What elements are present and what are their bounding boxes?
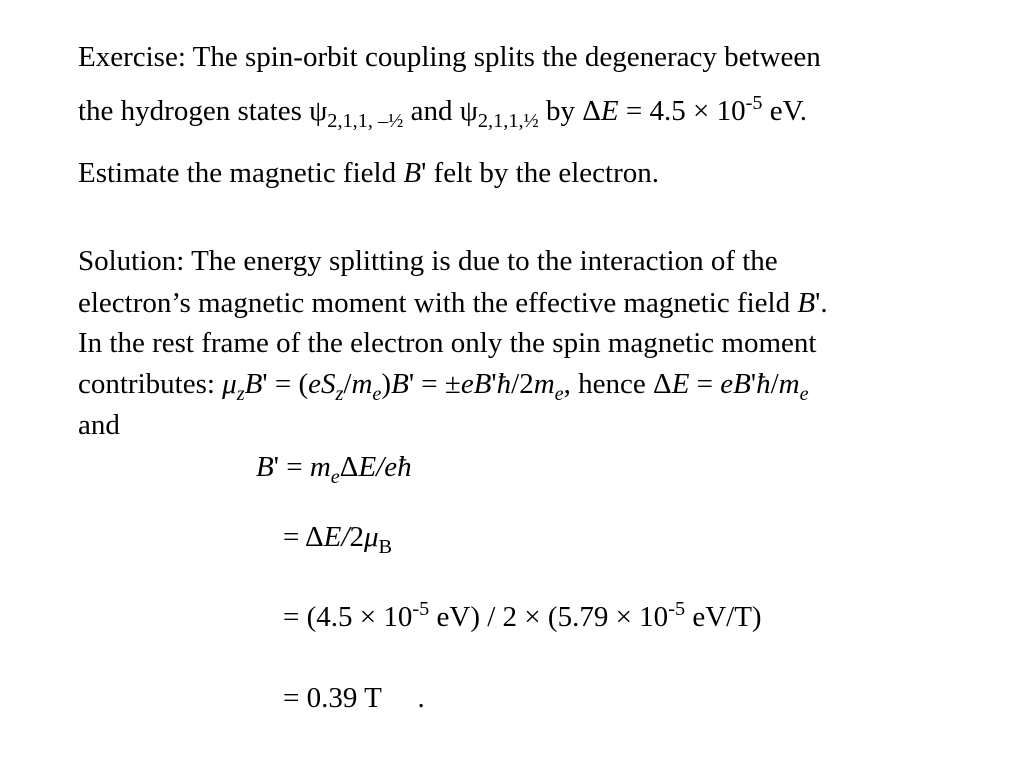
solution-text-2b: '.	[815, 287, 828, 319]
exercise-text-3a: Estimate the magnetic field	[78, 157, 404, 189]
prime: '	[491, 368, 497, 400]
energy-over-ehbar: E/eħ	[358, 451, 412, 483]
exercise-text-3b: ' felt by the electron.	[421, 157, 659, 189]
mass-symbol: m	[351, 368, 373, 400]
exercise-line-1	[78, 43, 821, 72]
equation-3-text-c: eV/T)	[685, 601, 762, 633]
equation-3-text-a: = (4.5 × 10	[283, 601, 413, 633]
exercise-text-2b: and ψ	[403, 95, 478, 127]
exercise-line-2	[78, 91, 808, 133]
slash: /	[770, 368, 779, 400]
exercise-text-2c: by Δ	[538, 95, 601, 127]
field-symbol: B	[391, 368, 409, 400]
exercise-text-1: Exercise: The spin-orbit coupling splits the degeneracy between	[78, 41, 821, 73]
solution-text-4f: ' = ±	[408, 368, 461, 400]
equals: =	[689, 368, 721, 400]
paren: )	[381, 368, 392, 400]
solution-text-2a: electron’s magnetic moment with the effective magnetic field	[78, 287, 798, 319]
hbar-symbol: ħ	[496, 368, 512, 400]
e-subscript: e	[554, 383, 564, 406]
exponent: -5	[745, 91, 763, 114]
equation-4	[283, 684, 425, 713]
energy-symbol: E	[671, 368, 690, 400]
field-symbol: B	[403, 157, 422, 189]
field-symbol: B	[797, 287, 816, 319]
exponent: -5	[668, 597, 686, 620]
delta-symbol: Δ	[339, 451, 359, 483]
eB-symbol: eB	[720, 368, 751, 400]
equation-1	[256, 451, 412, 489]
equals: ' =	[273, 451, 310, 483]
energy-symbol: E/	[323, 521, 350, 553]
mass-symbol: m	[309, 451, 331, 483]
equals-delta: = Δ	[283, 521, 324, 553]
psi-subscript-1: 2,1,1, –½	[327, 110, 404, 133]
exercise-text-2e: eV.	[762, 95, 808, 127]
e-subscript: e	[799, 383, 809, 406]
mass-symbol: m	[533, 368, 555, 400]
exercise-text-2a: the hydrogen states ψ	[78, 95, 328, 127]
spin-symbol: eS	[308, 368, 336, 400]
two: 2	[349, 521, 364, 553]
exercise-line-3	[78, 159, 659, 188]
psi-subscript-2: 2,1,1,½	[477, 110, 539, 133]
exercise-text-2d: = 4.5 × 10	[618, 95, 746, 127]
mass-symbol: m	[778, 368, 800, 400]
solution-text-4i: , hence Δ	[563, 368, 672, 400]
prime: '	[750, 368, 757, 400]
e-subscript: e	[372, 383, 382, 406]
z-subscript: z	[335, 383, 344, 406]
over-two: /2	[511, 368, 534, 400]
equation-3-text-b: eV) / 2 × (5.79 × 10	[429, 601, 669, 633]
solution-line-1	[78, 247, 778, 276]
slash: /	[343, 368, 352, 400]
solution-text-4b: ' = (	[262, 368, 309, 400]
result-text: = 0.39 T .	[283, 682, 425, 714]
solution-line-5	[78, 411, 120, 440]
field-symbol: B	[244, 368, 263, 400]
equation-2	[283, 521, 393, 559]
energy-symbol: E	[600, 95, 619, 127]
mu-symbol: μ	[222, 368, 237, 400]
exponent: -5	[412, 597, 430, 620]
solution-line-4	[78, 368, 809, 406]
bohr-subscript: B	[378, 536, 393, 559]
solution-text-4a: contributes:	[78, 368, 223, 400]
eB-symbol: eB	[460, 368, 492, 400]
solution-line-2	[78, 289, 828, 318]
solution-text-5: and	[78, 409, 120, 441]
field-symbol: B	[256, 451, 274, 483]
solution-text-3: In the rest frame of the electron only the spin magnetic moment	[78, 327, 817, 359]
solution-line-3	[78, 329, 816, 358]
equation-3	[283, 597, 762, 633]
mu-symbol: μ	[363, 521, 379, 553]
hbar-symbol: ħ	[756, 368, 771, 400]
z-subscript: z	[236, 383, 245, 406]
e-subscript: e	[330, 466, 340, 489]
solution-text-1: Solution: The energy splitting is due to the interaction of the	[78, 245, 778, 277]
